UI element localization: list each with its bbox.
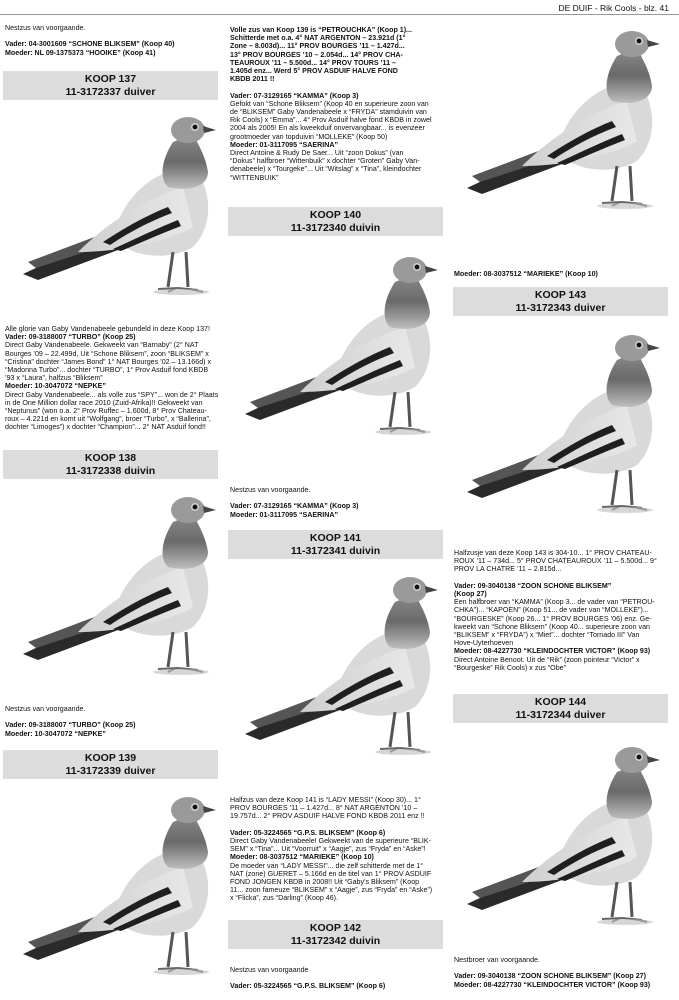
koop-number: KOOP 138 [84,452,137,464]
text-line: Nestzus van voorgaande [230,966,309,974]
ring-number: 11-3172337 duiver [65,86,156,98]
text-line: PROV BOURGES ’11 – 1.427d... 8° NAT ARGENTON ’10 – [230,804,418,813]
page-header: DE DUIF - Rik Cools - blz. 41 [558,3,669,13]
text-line: Direct Antoine & Rudy De Saer... Uit “zoon Dokus” (van [230,149,404,158]
text-line: Zone – 8.003d)... 11° PROV BOURGES ’11 – 1.427d... [230,42,405,51]
koop-138-box [3,450,218,479]
header-divider [0,14,679,15]
col3-mid-text [454,549,669,672]
father-line: Vader: 07-3129165 “KAMMA” (Koop 3) [230,91,359,100]
text-line: De moeder van “LADY MESSI”... die zelf schitterde met de 1° [230,861,424,870]
mother-line: Moeder: NL 09-1375373 “HOOIKE” (Koop 41) [5,48,156,57]
koop-144-box [453,694,668,723]
text-line: Direct Gaby Vandenabeele... als volle zus “SPY”... won de 2° Plaats [5,390,219,399]
mother-line: Moeder: 08-3037512 “MARIEKE” (Koop 10) [454,270,598,278]
text-line [5,713,217,721]
text-line: Nestzus van voorgaande. [5,705,86,713]
text-line: Direct Gaby Vandenabeele. Gekweekt van “Barnaby” (2° NAT [5,341,199,350]
col2-mid-text [230,486,442,519]
koop-142-box [228,920,443,949]
text-line: roux – 4.221d en komt uit “Wolfgang”, broer “Turbo”, x “Ballerina”, [5,415,211,424]
father-line: Vader: 05-3224565 “G.P.S. BLIKSEM” (Koop 6) [230,828,386,837]
pigeon-144-image [462,330,662,520]
text-line: Volle zus van Koop 139 is “PETROUCHKA” (Koop 1)... [230,26,412,34]
ring-number: 11-3172344 duiver [515,709,606,721]
mother-line: Moeder: 08-4227730 “KLEINDOCHTER VICTOR” (Koop 93) [454,647,651,656]
text-line: 11... zoon fameuze “BLIKSEM” x “Aagje”, zus “Fryda” en “Aske”) [230,886,433,895]
col1-lower-text [5,705,217,738]
mother-line: Moeder: 08-3037512 “MARIEKE” (Koop 10) [230,853,374,862]
pigeon-145-image [462,742,662,932]
pigeon-141-image [240,572,440,762]
father-line: Vader: 09-3040138 “ZOON SCHONE BLIKSEM” (Koop 27) [454,972,646,981]
pigeon-138-image [18,492,218,682]
koop-number: KOOP 140 [309,209,362,221]
text-line: x “Flicka”, zus “Darling” (Koop 46). [230,894,339,903]
text-line: kweekt van “Schone Bliksem” (Koop 40... superieure zoon van [454,622,650,631]
col2-bottom-text [230,966,445,991]
text-line: in de One Million dollar race 2010 (Zuid-Afrika)!! Gekweekt van [5,398,203,407]
mother-line: Moeder: 01-3117095 “SAERINA” [230,510,339,519]
pigeon-143-image [462,26,662,216]
text-line [454,964,669,972]
text-line: 19.757d... 2° PROV ASDUIF HALVE FOND KBDB 2011 enz !! [230,812,425,821]
ring-number: 11-3172338 duivin [65,465,156,477]
text-line: Hove-Uyterhoeven [454,639,514,648]
pigeon-140-image [240,252,440,442]
father-line: Vader: 09-3188007 “TURBO” (Koop 25) [5,333,136,342]
father-line: Vader: 09-3188007 “TURBO” (Koop 25) [5,721,136,730]
col3-top-text [454,270,669,278]
mother-line: Moeder: 10-3047072 “NEPKE” [5,729,106,738]
father-line: Vader: 09-3040138 “ZOON SCHONE BLIKSEM” [454,581,612,590]
text-line [230,821,445,829]
koop-number: KOOP 141 [309,532,362,544]
text-line: FOND JONGEN KBDB in 2008!! Uit “Gaby’s Bliksem” (Koop [230,878,420,887]
koop-143-box [453,287,668,316]
text-line: 2004 als 2005! En als kweekduif onvervangbaar... is evenzeer [230,124,425,133]
text-line [230,974,445,982]
text-line: Nestzus van voorgaande. [230,486,311,494]
mother-line: Moeder: 01-3117095 “SAERINA” [230,140,339,149]
text-line: Schitterde met o.a. 4° NAT ARGENTON – 23.921d (1° [230,34,406,43]
text-line: grootmoeder van topduivin “MOLLEKE” (Koop 50) [230,132,388,141]
text-line: Halfzus van deze Koop 141 is “LADY MESSI” (Koop 30)... 1° [230,796,421,804]
ring-number: 11-3172343 duiver [515,302,606,314]
text-line [454,574,669,582]
text-line: “BLIKSEM” x “FRYDA”) x “Miet”... dochter “Tornado III” Van [454,631,640,640]
text-line: Rik Cools) x “Emma”... 4° Prov Asduif halve fond KBDB in zowel [230,116,432,125]
father-line: Vader: 05-3224565 “G.P.S. BLIKSEM” (Koop 6) [230,982,386,991]
text-line: de “BLIKSEM” Gaby Vandenabeele x “FRYDA” stamduivin van [230,108,427,117]
mother-line: Moeder: 08-4227730 “KLEINDOCHTER VICTOR” (Koop 93) [454,980,651,989]
col2-lower-text [230,796,445,903]
col1-top-text [5,24,217,57]
text-line: Nestbroer van voorgaande. [454,956,540,964]
father-line: Vader: 04-3001609 “SCHONE BLIKSEM” (Koop 40) [5,40,175,49]
col1-mid-text [5,325,219,432]
koop-141-box [228,530,443,559]
koop-137-box [3,71,218,100]
text-line: dochter “Limoges”) x dochter “Champion”... 2° NAT Asduif fond!! [5,423,206,432]
text-line: KBDB 2011 !! [230,75,275,84]
pigeon-137-image [18,112,218,302]
text-line: 1.405d enz... Werd 5° PROV ASDUIF HALVE FOND [230,67,398,76]
text-line: PROV LA CHATRE ’11 – 2.815d... [454,565,562,574]
ring-number: 11-3172341 duivin [290,545,381,557]
mother-line: Moeder: 10-3047072 “NEPKE” [5,382,106,391]
koop-number: KOOP 143 [534,289,587,301]
text-line: Gefokt van “Schone Bliksem” (Koop 40 en superieure zoon van [230,99,429,108]
text-line: ’93 x “Laura”, halfzus “Bliksem” [5,374,103,383]
text-line [5,32,217,40]
text-line: “Madonna Turbo”... dochter “TURBO”, 1° Prov Asduif fond KBDB [5,366,209,375]
text-line: “WITTENBUIK” [230,173,279,182]
text-line: 13° PROV BOURGES ’10 – 2.054d... 14° PROV CHA- [230,50,403,59]
koop-139-box [3,750,218,779]
ring-number: 11-3172339 duiver [65,765,156,777]
text-line: CHKA”)... “KAPOEN” (Koop 51... de vader van “MOLLEKE”)... [454,606,649,615]
text-line: Direct Gaby Vandenabeele! Gekweekt van de superieure “BLIK- [230,837,431,846]
text-line: Nestzus van voorgaande. [5,24,86,32]
father-line: Vader: 07-3129165 “KAMMA” (Koop 3) [230,502,359,511]
text-line: denabeele) x “Tourgeke”... Uit “Witslag” x “Tina”, kleindochter [230,165,422,174]
text-line: SEM” x “Tina”... Uit “Voorruit” x “Aagje”, zus “Fryda” en “Aske”! [230,845,426,854]
text-line: “Dokus” halfbroer “Wittenbuik” x dochter “Groten” Gaby Van- [230,157,420,166]
text-line: “Bourgeske” Rik Cools) x zus “Obe” [454,663,566,672]
ring-number: 11-3172342 duivin [290,935,381,947]
text-line [230,83,445,91]
father-line: (Koop 27) [454,590,487,599]
ring-number: 11-3172340 duivin [290,222,381,234]
koop-number: KOOP 142 [309,922,362,934]
col2-top-text [230,26,445,182]
pigeon-139-image [18,792,218,982]
text-line: Bourges ’09 – 22.499d, Uit “Schone Bliksem”, zoon “BLIKSEM” x [5,349,209,358]
col3-bottom-text [454,956,669,989]
koop-number: KOOP 144 [534,696,587,708]
text-line: “Neptunus” (won o.a. 2° Prov Ruffec – 1.600d, 8° Prov Chateau- [5,407,207,416]
koop-140-box [228,207,443,236]
text-line: NAT (zone) GUERET – 5.166d en de titel van 1° PROV ASDUIF [230,869,432,878]
text-line: Alle glorie van Gaby Vandenabeele gebundeld in deze Koop 137! [5,325,210,333]
koop-number: KOOP 137 [84,73,137,85]
text-line: “BOURGESKE” (Koop 26... 1° PROV BOURGES ’06) enz. Ge- [454,614,652,623]
text-line: Een halfbroer van “KAMMA” (Koop 3... de vader van “PETROU- [454,598,655,607]
text-line: TEAUROUX ’11 – 5.500d... 14° PROV TOURS ’11 – [230,58,396,67]
text-line [230,494,442,502]
text-line: ROUX ’11 – 734d... 5° PROV CHATEAUROUX ’11 – 5.500d... 9° [454,557,657,566]
koop-number: KOOP 139 [84,752,137,764]
text-line: “Cristina” dochter “James Bond” 1° NAT Bourges ’02 – 13.166d) x [5,357,212,366]
text-line: Direct Antoine Benoot. Uit de “Rik” (zoon pointeur “Victor” x [454,655,640,664]
text-line: Halfzusje van deze Koop 143 is 304-10... 1° PROV CHATEAU- [454,549,652,557]
